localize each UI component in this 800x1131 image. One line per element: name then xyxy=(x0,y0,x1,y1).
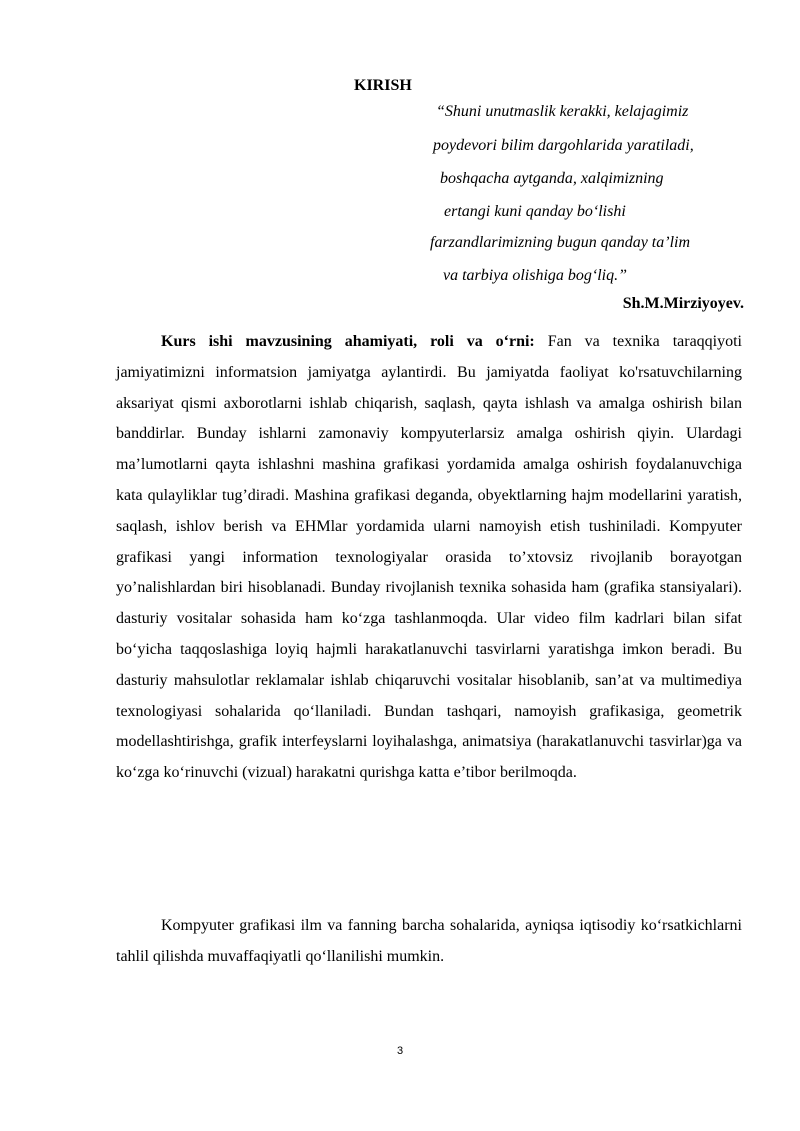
epigraph-line: “Shuni unutmaslik kerakki, kelajagimiz xyxy=(436,103,689,120)
body-paragraph xyxy=(116,327,742,789)
epigraph-line: ertangi kuni qanday bo‘lishi xyxy=(444,203,626,220)
epigraph-author: Sh.M.Mirziyoyev. xyxy=(622,295,744,312)
epigraph-line: va tarbiya olishiga bog‘liq.” xyxy=(443,267,627,284)
epigraph-line: boshqacha aytganda, xalqimizning xyxy=(440,170,664,187)
body-paragraph: Kompyuter grafikasi ilm va fanning barcha sohalarida, ayniqsa iqtisodiy ko‘rsatkichlarni tahlil qilishda muvaffaqiyatli qo‘llanilishi mumkin. xyxy=(116,917,742,965)
epigraph-line: farzandlarimizning bugun qanday ta’lim xyxy=(430,234,691,251)
paragraph-lead: Kurs ishi mavzusining ahamiyati, roli va o‘rni: xyxy=(161,333,535,350)
section-heading: KIRISH xyxy=(354,77,412,94)
page-number: 3 xyxy=(396,1045,404,1057)
paragraph-text: Fan va texnika taraqqiyoti jamiyatimizni informatsion jamiyatga aylantirdi. Bu jamiyatda faoliyat ko'rsatuvchilarning aksariyat qismi axborotlarni ishlab chiqarish, saqlash, qayta ishlash va amalga oshirish bilan banddirlar. Bunday ishlarni zamonaviy kompyuterlarsiz amalga oshirish qiyin. Ulardagi ma’lumotlarni qayta ishlashni mashina grafikasi yordamida amalga oshirish foydalanuvchiga kata qulayliklar tug’diradi. Mashina grafikasi deganda, obyektlarning hajm modellarini yaratish, saqlash, ishlov berish va EHMlar yordamida ularni namoyish etish tushiniladi. Kompyuter grafikasi yangi information texnologiyalar orasida to’xtovsiz rivojlanib borayotgan yo’nalishlardan biri hisoblanadi. Bunday rivojlanish texnika sohasida ham (grafika stansiyalari). dasturiy vositalar sohasida ham ko‘zga tashlanmoqda. Ular video film kadrlari bilan sifat bo‘yicha taqqoslashiga loyiq hajmli harakatlanuvchi tasvirlarni yaratishga imkon beradi. Bu dasturiy mahsulotlar reklamalar ishlab chiqaruvchi vositalar hisoblanib, san’at va multimediya texnologiyasi sohalarida qo‘llaniladi. Bundan tashqari, namoyish grafikasiga, geometrik modellashtirishga, grafik interfeyslarni loyihalashga, animatsiya (harakatlanuvchi tasvirlar)ga va ko‘zga ko‘rinuvchi (vizual) harakatni qurishga katta e’tibor berilmoqda. xyxy=(116,333,742,782)
epigraph-line: poydevori bilim dargohlarida yaratiladi, xyxy=(433,137,694,154)
